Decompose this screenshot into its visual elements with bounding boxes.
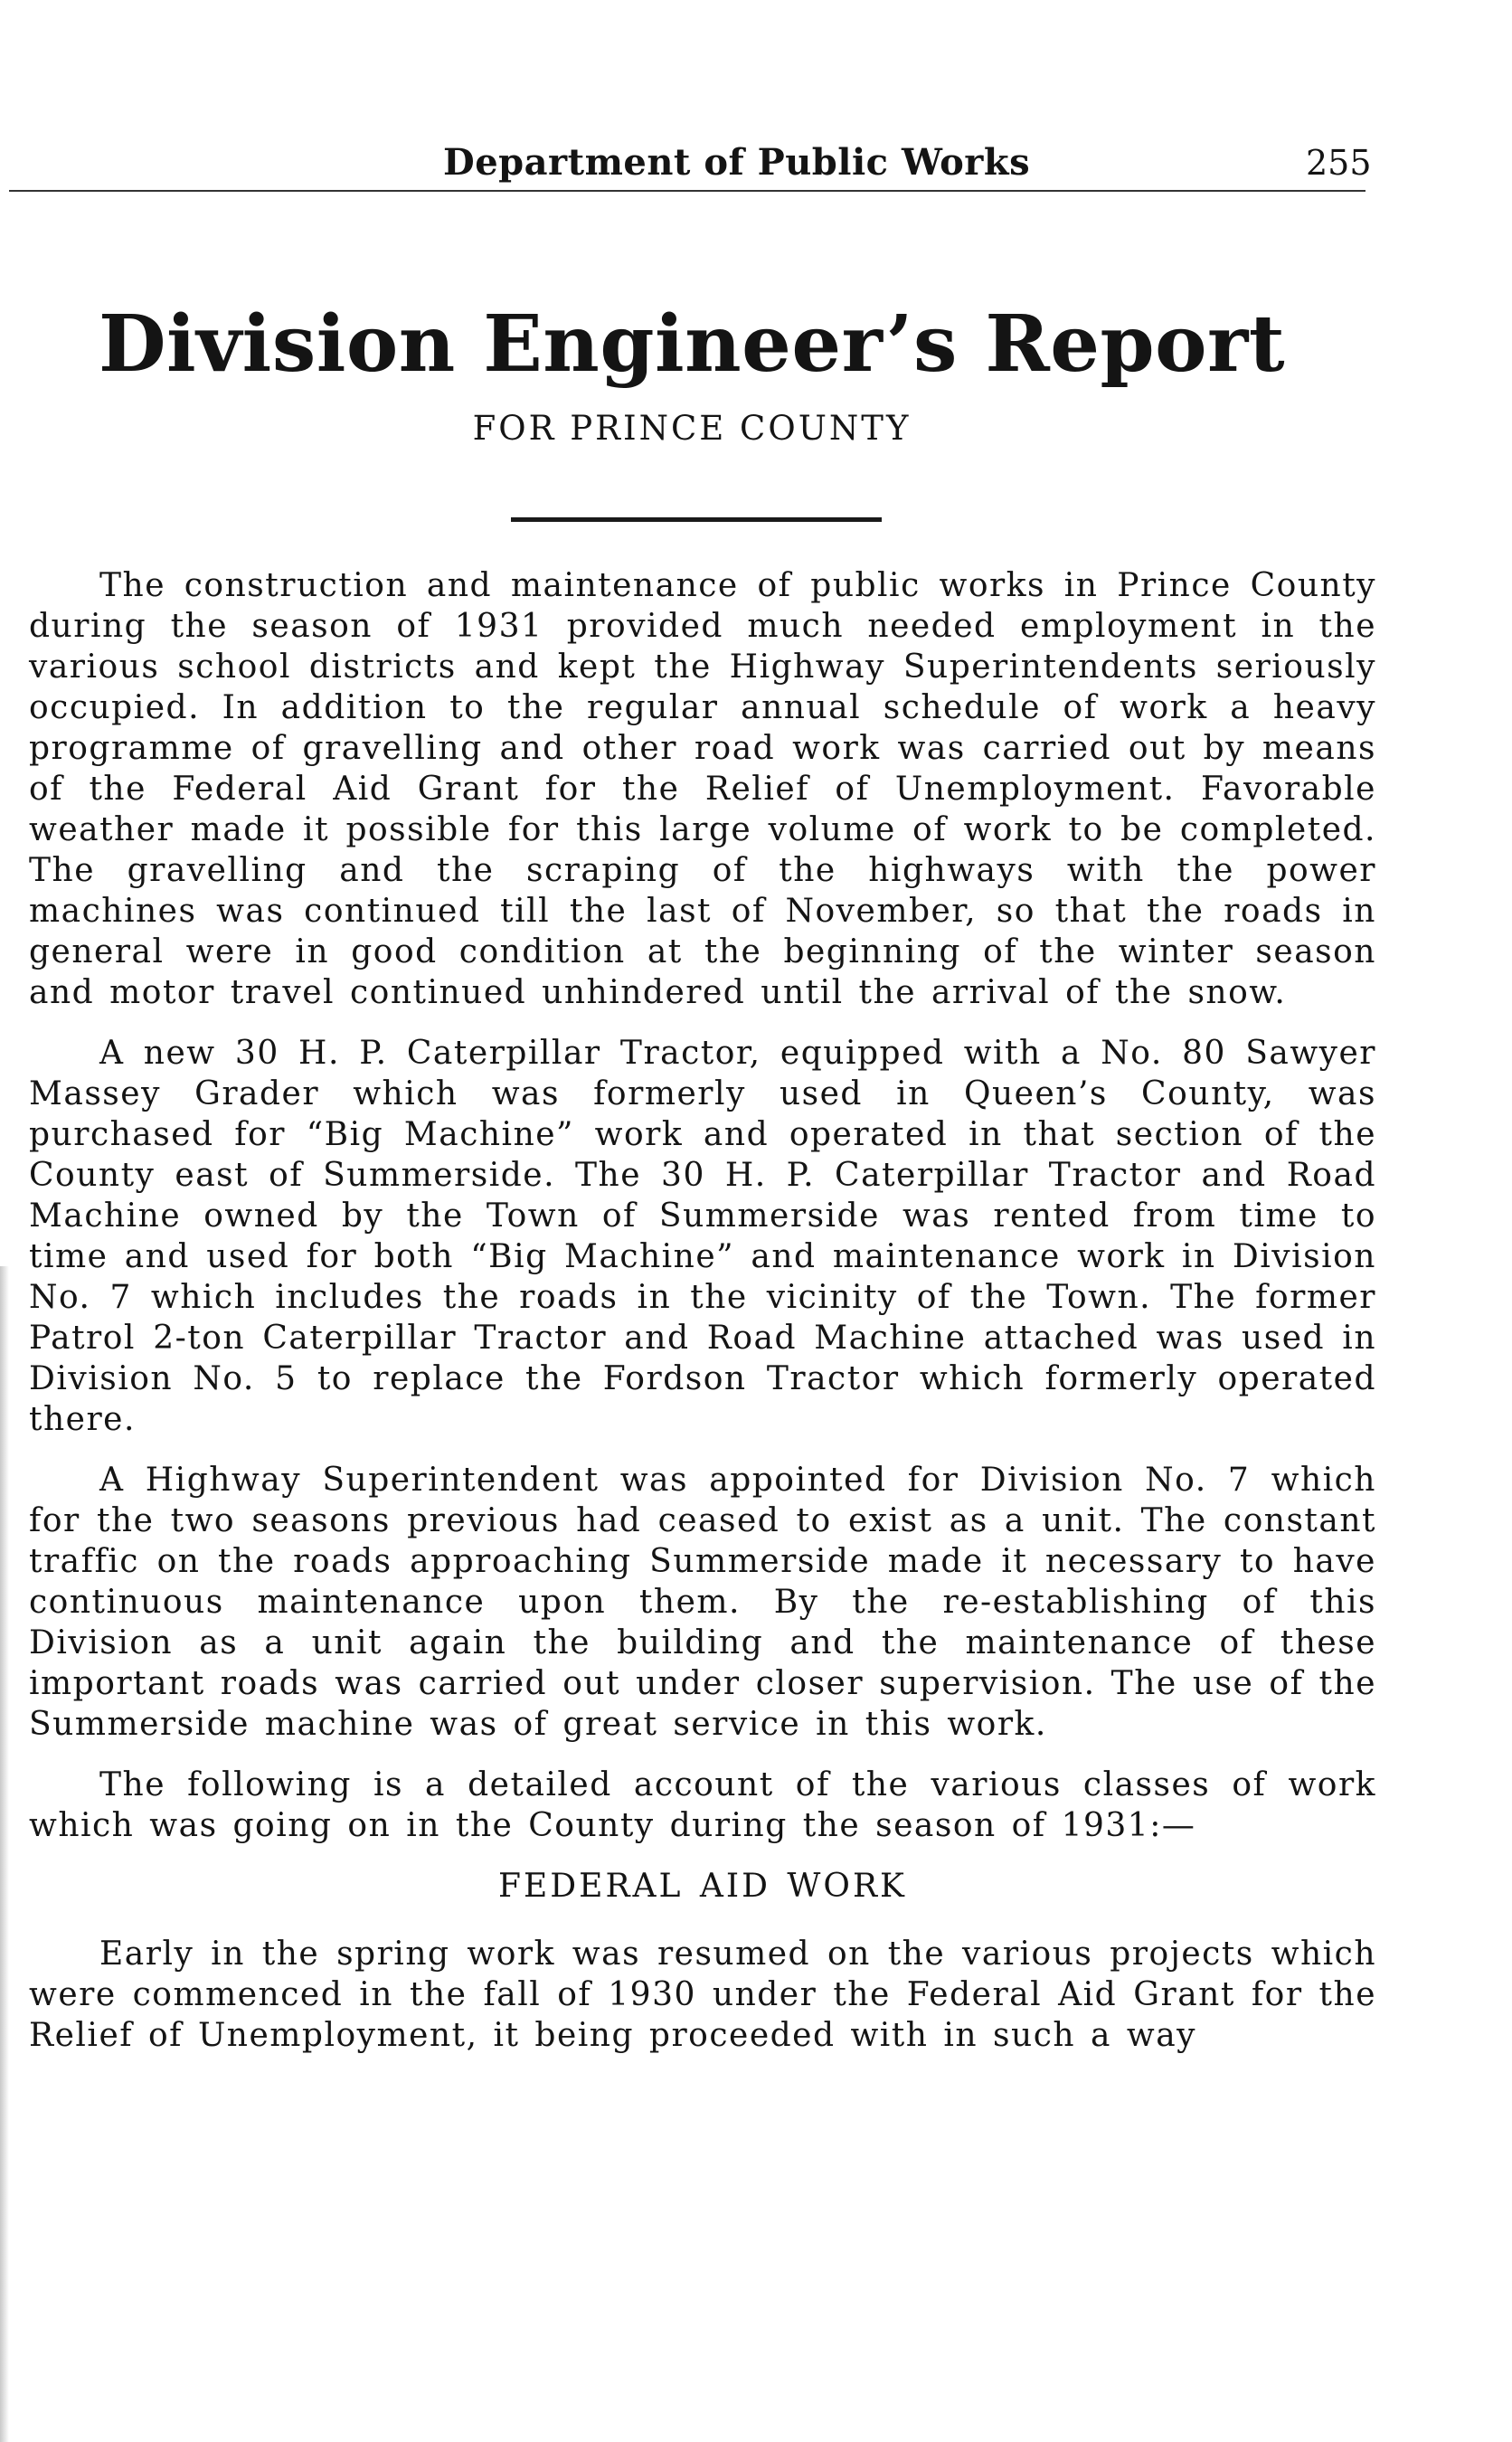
section-heading-federal-aid: FEDERAL AID WORK bbox=[498, 1868, 907, 1905]
title-rule bbox=[511, 517, 882, 522]
paragraph-federal-aid: Early in the spring work was resumed on the various projects which were commenced in the fall of 1930 under the Federal Aid Grant for the Relief of Unemployment, it being proceeded with in such a way bbox=[29, 1936, 1376, 2054]
body-text bbox=[29, 565, 1376, 2076]
paragraph-detailed-account: The following is a detailed account of the various classes of work which was going on in the County during the season of 1931:— bbox=[29, 1766, 1376, 1844]
running-head-title: Department of Public Works bbox=[443, 141, 1031, 184]
report-title: Division Engineer’s Report bbox=[98, 298, 1286, 390]
header-rule bbox=[9, 190, 1366, 192]
paragraph-highway-superintendent: A Highway Superintendent was appointed for Division No. 7 which for the two seasons previous had ceased to exist as a unit. The constant traffic on the roads approaching Summerside made it necessary to have continuous maintenance upon them. By the re-establishing of this Division as a unit again the building and the maintenance of these important roads was carried out under closer supervision. The use of the Summerside machine was of great service in this work. bbox=[29, 1462, 1376, 1743]
report-subtitle: FOR PRINCE COUNTY bbox=[472, 409, 912, 448]
paragraph-intro: The construction and maintenance of public works in Prince County during the season of 1931 provided much needed employment in the various school districts and kept the Highway Superintendents seriously occupied. In addition to the regular annual schedule of work a heavy programme of gravelling and other road work was carried out by means of the Federal Aid Grant for the Relief of Unemployment. Favorable weather made it possible for this large volume of work to be completed. The gravelling and the scraping of the highways with the power machines was continued till the last of November, so that the roads in general were in good condition at the beginning of the winter season and motor travel continued unhindered until the arrival of the snow. bbox=[29, 567, 1376, 1011]
paragraph-caterpillar-tractor: A new 30 H. P. Caterpillar Tractor, equipped with a No. 80 Sawyer Massey Grader which was formerly used in Queen’s County, was purchased for “Big Machine” work and operated in that section of the County east of Summerside. The 30 H. P. Caterpillar Tractor and Road Machine owned by the Town of Summerside was rented from time to time and used for both “Big Machine” and maintenance work in Division No. 7 which includes the roads in the vicinity of the Town. The former Patrol 2-ton Caterpillar Tractor and Road Machine attached was used in Division No. 5 to replace the Fordson Tractor which formerly operated there. bbox=[29, 1035, 1376, 1438]
running-head bbox=[0, 136, 1512, 199]
page-number: 255 bbox=[1306, 143, 1372, 183]
page-edge-shadow bbox=[0, 1266, 9, 2442]
